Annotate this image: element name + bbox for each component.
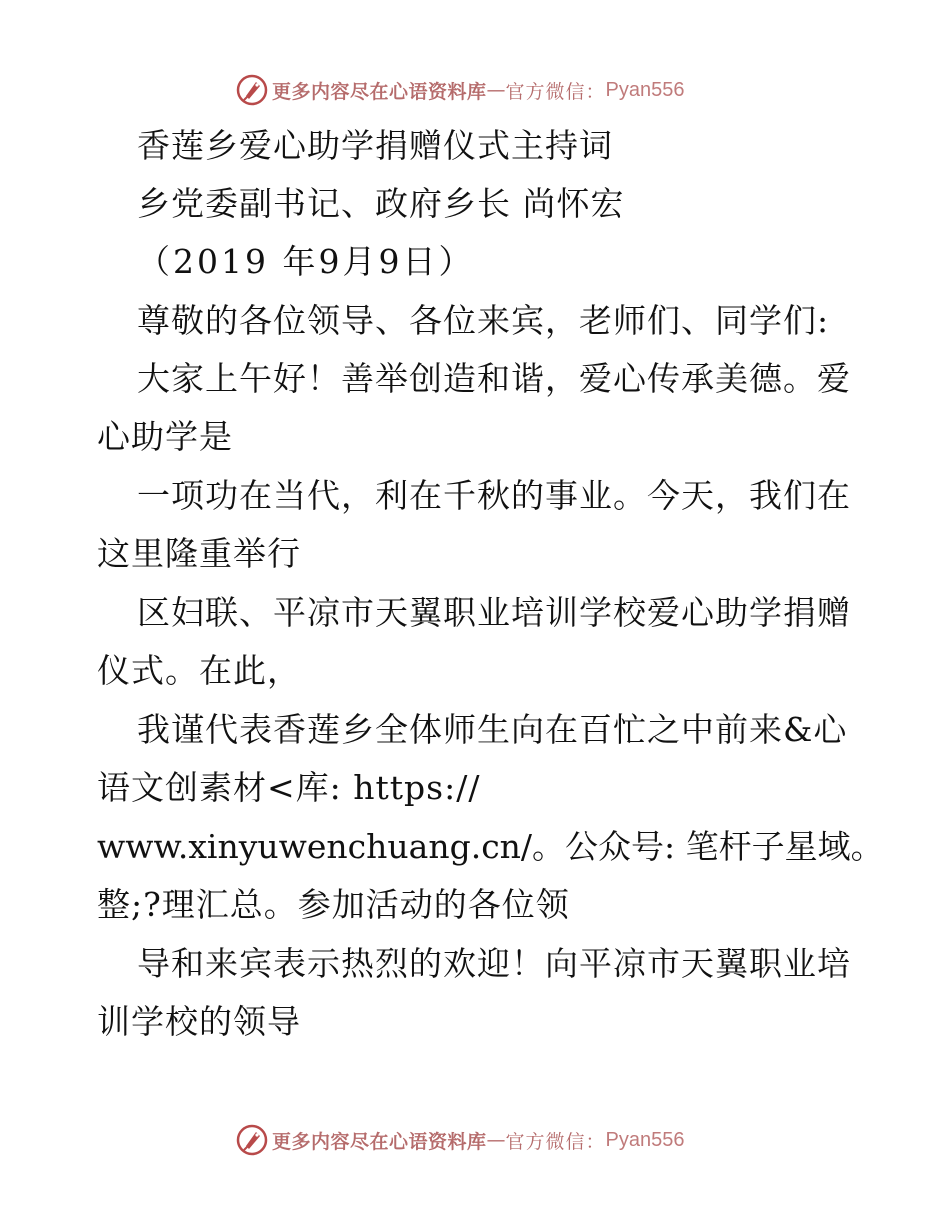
document-date: （2019 年9月9日） [137,242,475,281]
document-line: 我谨代表香莲乡全体师生向在百忙之中前来&心 [137,710,848,749]
document-line: 尊敬的各位领导、各位来宾，老师们、同学们: [137,301,830,340]
watermark-wechat-label: 官方微信： [505,1130,606,1153]
document-line: 心助学是 [97,417,233,456]
document-line: 导和来宾表示热烈的欢迎！向平凉市天翼职业培 [137,944,851,983]
watermark-wechat-label: 官方微信： [505,80,606,103]
document-line: 仪式。在此， [97,651,301,690]
watermark-dash: — [486,1129,506,1151]
document-line: 这里隆重举行 [97,534,301,573]
pen-nib-logo-icon [236,74,268,106]
document-line: 一项功在当代，利在千秋的事业。今天，我们在 [137,476,851,515]
document-line: 语文创素材<库: https:// [97,768,481,807]
document-speaker: 乡党委副书记、政府乡长 尚怀宏 [137,184,625,223]
watermark-wechat-id: Pyan556 [605,78,685,101]
pen-nib-logo-icon [236,1124,268,1156]
document-line: 区妇联、平凉市天翼职业培训学校爱心助学捐赠 [137,593,851,632]
header-watermark [236,73,685,107]
document-line: 训学校的领导 [97,1002,301,1041]
document-line: 大家上午好！善举创造和谐，爱心传承美德。爱 [137,359,851,398]
watermark-dash: — [486,79,506,101]
document-line: 整;?理汇总。参加活动的各位领 [97,885,570,924]
document-title: 香莲乡爱心助学捐赠仪式主持词 [137,126,613,165]
watermark-text: 更多内容尽在心语资料库 [272,1130,487,1153]
document-line: www.xinyuwenchuang.cn/。公众号: 笔杆子星域。 [97,827,884,866]
watermark-wechat-id: Pyan556 [605,1128,685,1151]
footer-watermark [236,1123,685,1157]
watermark-text: 更多内容尽在心语资料库 [272,80,487,103]
